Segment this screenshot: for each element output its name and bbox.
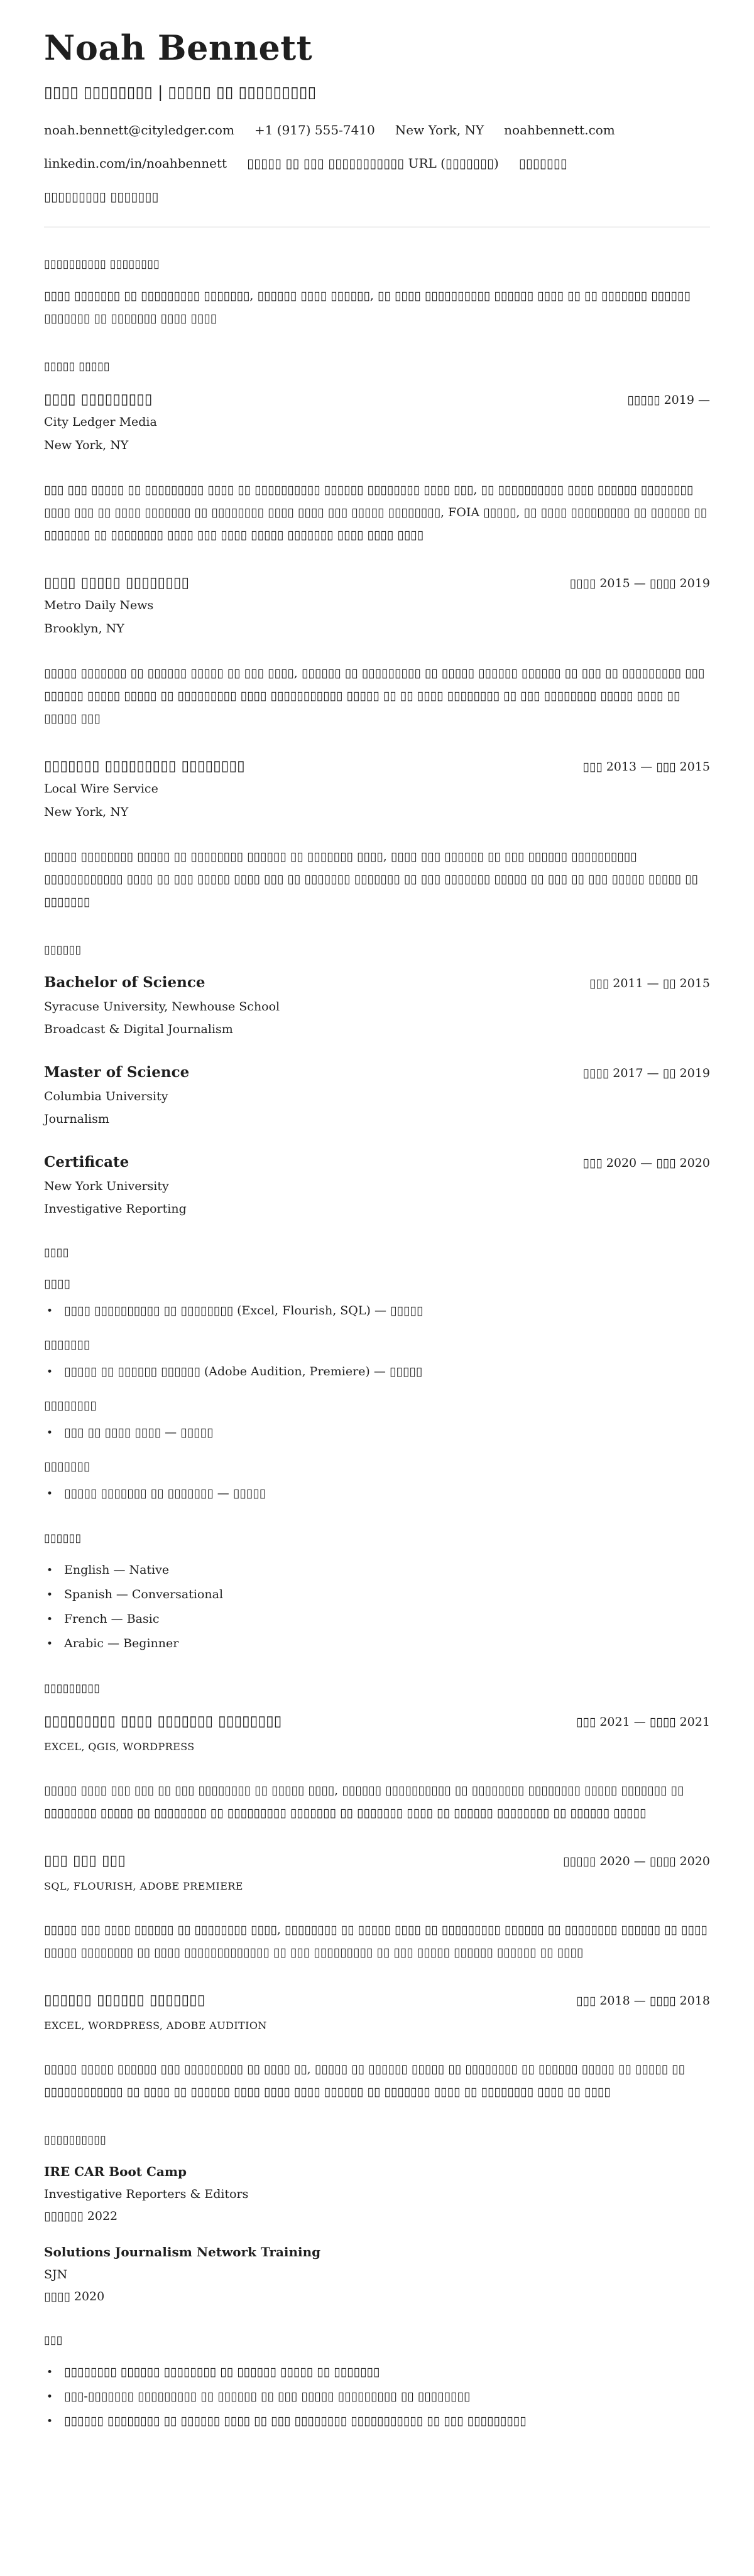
- project-entry: [44, 1852, 710, 1964]
- skill-list: [44, 1486, 710, 1502]
- education-date: ▯▯▯ 2020 — ▯▯▯ 2020: [582, 1156, 710, 1171]
- job-date: ▯▯▯▯ 2015 — ▯▯▯▯ 2019: [569, 576, 710, 591]
- language-item: • English — Native: [44, 1562, 710, 1578]
- skill-item: • ▯▯▯▯ ▯▯▯▯▯▯▯▯▯▯ ▯▯ ▯▯▯▯▯▯▯▯ (Excel, Flourish, SQL) — ▯▯▯▯▯: [44, 1303, 710, 1319]
- school-name: Columbia University: [44, 1090, 168, 1104]
- language-list: [44, 1562, 710, 1652]
- skill-group: [44, 1459, 710, 1502]
- job-header: [44, 391, 710, 408]
- person-name: Noah Bennett: [44, 28, 313, 68]
- skill-category-label: ▯▯▯▯▯▯▯: [44, 1459, 90, 1474]
- job-title: ▯▯▯▯ ▯▯▯▯▯ ▯▯▯▯▯▯▯▯: [44, 574, 190, 592]
- tagline: ▯▯▯▯ ▯▯▯▯▯▯▯▯ | ▯▯▯▯▯ ▯▯ ▯▯▯▯▯▯▯▯▯: [44, 83, 317, 102]
- section-projects: [44, 1682, 710, 2103]
- section-experience: [44, 360, 710, 913]
- project-header: [44, 1713, 710, 1729]
- skill-group: [44, 1338, 710, 1380]
- job-entry: [44, 391, 710, 546]
- education-entry: [44, 1064, 710, 1126]
- portfolio-note: ▯▯▯▯▯ ▯▯ ▯▯▯ ▯▯▯▯▯▯▯▯▯▯▯ URL (▯▯▯▯▯▯▯): [247, 156, 499, 171]
- certification-date: ▯▯▯▯▯▯ 2022: [44, 2209, 118, 2224]
- project-title: ▯▯▯▯▯▯▯▯▯ ▯▯▯▯ ▯▯▯▯▯▯▯ ▯▯▯▯▯▯▯▯: [44, 1713, 282, 1730]
- job-description: ▯▯▯ ▯▯▯ ▯▯▯▯▯ ▯▯ ▯▯▯▯▯▯▯▯▯ ▯▯▯▯ ▯▯ ▯▯▯▯▯▯▯▯▯▯ ▯▯▯▯▯▯ ▯▯▯▯▯▯▯▯ ▯▯▯▯ ▯▯▯, ▯▯ ▯▯▯▯▯▯▯▯▯▯ ▯▯▯▯ ▯▯▯▯▯▯ ▯▯▯▯▯▯▯▯ ▯▯▯▯ ▯▯▯ ▯▯ ▯▯▯▯ ▯▯▯▯▯▯▯ ▯▯ ▯▯▯▯▯▯▯▯ ▯▯▯▯ ▯▯▯▯ ▯▯▯ ▯▯▯▯▯ ▯▯▯▯▯▯▯▯, FOIA ▯▯▯▯▯, ▯▯ ▯▯▯▯ ▯▯▯▯▯▯▯▯▯ ▯▯ ▯▯▯▯▯▯ ▯▯ ▯▯▯▯▯▯▯ ▯▯ ▯▯▯▯▯▯▯▯ ▯▯▯▯ ▯▯▯ ▯▯▯▯ ▯▯▯▯▯ ▯▯▯▯▯▯▯ ▯▯▯▯ ▯▯▯▯ ▯▯▯▯: [44, 483, 708, 543]
- certification-entry: [44, 2164, 710, 2223]
- projects-heading: ▯▯▯▯▯▯▯▯▯: [44, 1682, 101, 1696]
- job-title: ▯▯▯▯ ▯▯▯▯▯▯▯▯▯: [44, 391, 153, 408]
- linkedin-text: linkedin.com/in/noahbennett: [44, 156, 227, 171]
- certification-entry: [44, 2244, 710, 2303]
- field-of-study: Journalism: [44, 1112, 109, 1127]
- language-item: • Arabic — Beginner: [44, 1636, 710, 1652]
- language-item: • Spanish — Conversational: [44, 1587, 710, 1603]
- email-text: noah.bennett@cityledger.com: [44, 122, 234, 138]
- job-company: Local Wire Service: [44, 782, 158, 796]
- section-education: [44, 943, 710, 1216]
- education-entry: [44, 1154, 710, 1216]
- other-item: • ▯▯▯▯▯▯▯▯ ▯▯▯▯▯▯ ▯▯▯▯▯▯▯▯ ▯▯ ▯▯▯▯▯▯ ▯▯▯▯▯ ▯▯ ▯▯▯▯▯▯▯: [44, 2364, 710, 2380]
- degree-title: Master of Science: [44, 1064, 190, 1081]
- skill-list: [44, 1425, 710, 1441]
- job-date: ▯▯▯▯▯ 2019 —: [627, 393, 710, 408]
- project-tech: EXCEL, WORDPRESS, ADOBE AUDITION: [44, 2020, 267, 2032]
- contact-row-1: [44, 122, 710, 138]
- field-of-study: Investigative Reporting: [44, 1202, 187, 1216]
- certification-date: ▯▯▯▯ 2020: [44, 2290, 105, 2304]
- project-description: ▯▯▯▯▯ ▯▯▯ ▯▯▯▯ ▯▯▯▯▯▯ ▯▯ ▯▯▯▯▯▯▯▯ ▯▯▯▯, ▯▯▯▯▯▯▯▯ ▯▯ ▯▯▯▯▯ ▯▯▯▯ ▯▯ ▯▯▯▯▯▯▯▯▯ ▯▯▯▯▯▯ ▯▯ ▯▯▯▯▯▯▯▯ ▯▯▯▯▯▯ ▯▯ ▯▯▯▯ ▯▯▯▯▯ ▯▯▯▯▯▯▯▯ ▯▯ ▯▯▯▯ ▯▯▯▯▯▯▯▯▯▯▯▯▯ ▯▯ ▯▯▯ ▯▯▯▯▯▯▯▯▯ ▯▯ ▯▯▯ ▯▯▯▯▯ ▯▯▯▯▯▯ ▯▯▯▯▯▯ ▯▯ ▯▯▯▯: [44, 1923, 708, 1960]
- skill-category-label: ▯▯▯▯: [44, 1277, 70, 1291]
- job-header: [44, 574, 710, 591]
- summary-text: ▯▯▯▯ ▯▯▯▯▯▯▯ ▯▯ ▯▯▯▯▯▯▯▯▯ ▯▯▯▯▯▯▯, ▯▯▯▯▯▯ ▯▯▯▯ ▯▯▯▯▯▯, ▯▯ ▯▯▯▯ ▯▯▯▯▯▯▯▯▯▯ ▯▯▯▯▯▯ ▯▯▯▯ ▯▯ ▯▯ ▯▯▯▯▯▯▯ ▯▯▯▯▯▯ ▯▯▯▯▯▯▯ ▯▯ ▯▯▯▯▯▯▯ ▯▯▯▯ ▯▯▯▯: [44, 289, 691, 326]
- location-text: New York, NY: [395, 122, 484, 138]
- experience-heading: ▯▯▯▯▯ ▯▯▯▯▯: [44, 360, 110, 374]
- section-languages: [44, 1532, 710, 1652]
- project-tech: EXCEL, QGIS, WORDPRESS: [44, 1741, 195, 1753]
- certification-title: Solutions Journalism Network Training: [44, 2244, 321, 2260]
- section-skills: [44, 1246, 710, 1502]
- skill-category-label: ▯▯▯▯▯▯▯▯: [44, 1399, 97, 1413]
- skill-list: [44, 1303, 710, 1319]
- website-text: noahbennett.com: [504, 122, 615, 138]
- job-company: Metro Daily News: [44, 598, 154, 613]
- job-location: New York, NY: [44, 438, 129, 453]
- job-location: Brooklyn, NY: [44, 622, 124, 636]
- job-location: New York, NY: [44, 805, 129, 820]
- contact-row-3: [44, 189, 710, 204]
- section-other: [44, 2334, 710, 2429]
- job-entry: [44, 757, 710, 913]
- skill-item: • ▯▯▯ ▯▯ ▯▯▯▯ ▯▯▯▯ — ▯▯▯▯▯: [44, 1425, 710, 1441]
- availability-note: ▯▯▯▯▯▯▯▯▯ ▯▯▯▯▯▯▯: [44, 189, 159, 205]
- project-description: ▯▯▯▯▯ ▯▯▯▯ ▯▯▯ ▯▯▯ ▯▯ ▯▯▯ ▯▯▯▯▯▯▯▯ ▯▯ ▯▯▯▯▯ ▯▯▯▯, ▯▯▯▯▯▯ ▯▯▯▯▯▯▯▯▯▯ ▯▯ ▯▯▯▯▯▯▯▯ ▯▯▯▯▯▯▯▯ ▯▯▯▯▯ ▯▯▯▯▯▯▯ ▯▯ ▯▯▯▯▯▯▯▯ ▯▯▯▯▯ ▯▯ ▯▯▯▯▯▯▯▯ ▯▯ ▯▯▯▯▯▯▯▯▯ ▯▯▯▯▯▯▯ ▯▯ ▯▯▯▯▯▯▯ ▯▯▯▯ ▯▯ ▯▯▯▯▯▯ ▯▯▯▯▯▯▯▯ ▯▯ ▯▯▯▯▯▯ ▯▯▯▯▯: [44, 1783, 684, 1821]
- skill-group: [44, 1399, 710, 1441]
- header: [44, 29, 710, 204]
- skill-category-label: ▯▯▯▯▯▯▯: [44, 1338, 90, 1352]
- field-of-study: Broadcast & Digital Journalism: [44, 1022, 233, 1037]
- school-name: Syracuse University, Newhouse School: [44, 1000, 280, 1014]
- certification-org: Investigative Reporters & Editors: [44, 2187, 249, 2202]
- project-tech: SQL, FLOURISH, ADOBE PREMIERE: [44, 1880, 243, 1893]
- education-header: [44, 1064, 710, 1081]
- education-heading: ▯▯▯▯▯▯: [44, 943, 82, 957]
- job-description: ▯▯▯▯▯ ▯▯▯▯▯▯▯▯ ▯▯▯▯▯ ▯▯ ▯▯▯▯▯▯▯▯ ▯▯▯▯▯▯ ▯▯ ▯▯▯▯▯▯▯ ▯▯▯▯, ▯▯▯▯ ▯▯▯ ▯▯▯▯▯▯ ▯▯ ▯▯▯ ▯▯▯▯▯▯ ▯▯▯▯▯▯▯▯▯▯ ▯▯▯▯▯▯▯▯▯▯▯▯ ▯▯▯▯ ▯▯ ▯▯▯ ▯▯▯▯▯ ▯▯▯▯ ▯▯▯ ▯▯ ▯▯▯▯▯▯▯ ▯▯▯▯▯▯▯ ▯▯ ▯▯▯ ▯▯▯▯▯▯▯ ▯▯▯▯▯ ▯▯ ▯▯▯ ▯▯ ▯▯▯ ▯▯▯▯▯ ▯▯▯▯▯ ▯▯ ▯▯▯▯▯▯▯: [44, 850, 698, 909]
- skill-list: [44, 1364, 710, 1380]
- job-entry: [44, 574, 710, 730]
- skill-item: • ▯▯▯▯▯ ▯▯ ▯▯▯▯▯▯ ▯▯▯▯▯▯ (Adobe Audition, Premiere) — ▯▯▯▯▯: [44, 1364, 710, 1380]
- education-header: [44, 1154, 710, 1171]
- education-date: ▯▯▯▯ 2017 — ▯▯ 2019: [582, 1066, 710, 1081]
- language-item: • French — Basic: [44, 1611, 710, 1627]
- project-entry: [44, 1991, 710, 2103]
- education-date: ▯▯▯ 2011 — ▯▯ 2015: [589, 977, 710, 991]
- skills-heading: ▯▯▯▯: [44, 1246, 69, 1260]
- other-heading: ▯▯▯: [44, 2334, 63, 2347]
- education-header: [44, 974, 710, 991]
- skill-group: [44, 1277, 710, 1319]
- skill-item: • ▯▯▯▯▯ ▯▯▯▯▯▯▯ ▯▯ ▯▯▯▯▯▯▯ — ▯▯▯▯▯: [44, 1486, 710, 1502]
- degree-title: Bachelor of Science: [44, 974, 205, 992]
- summary-heading: ▯▯▯▯▯▯▯▯▯▯ ▯▯▯▯▯▯▯▯: [44, 257, 160, 271]
- education-entry: [44, 974, 710, 1036]
- certification-title: IRE CAR Boot Camp: [44, 2164, 187, 2180]
- project-date: ▯▯▯ 2018 — ▯▯▯▯ 2018: [576, 1994, 710, 2008]
- job-date: ▯▯▯ 2013 — ▯▯▯ 2015: [582, 760, 710, 774]
- section-summary: [44, 257, 710, 330]
- project-date: ▯▯▯▯▯ 2020 — ▯▯▯▯ 2020: [563, 1854, 710, 1869]
- other-item: • ▯▯▯-▯▯▯▯▯▯▯ ▯▯▯▯▯▯▯▯▯ ▯▯ ▯▯▯▯▯▯ ▯▯ ▯▯▯ ▯▯▯▯▯ ▯▯▯▯▯▯▯▯▯ ▯▯ ▯▯▯▯▯▯▯▯: [44, 2389, 710, 2405]
- project-header: [44, 1852, 710, 1869]
- project-title: ▯▯▯▯▯▯ ▯▯▯▯▯▯ ▯▯▯▯▯▯▯: [44, 1991, 205, 2009]
- other-list: [44, 2364, 710, 2429]
- project-title: ▯▯▯ ▯▯▯ ▯▯▯: [44, 1852, 126, 1870]
- degree-title: Certificate: [44, 1154, 129, 1171]
- project-entry: [44, 1713, 710, 1824]
- project-date: ▯▯▯ 2021 — ▯▯▯▯ 2021: [576, 1715, 710, 1729]
- certification-org: SJN: [44, 2268, 68, 2282]
- project-header: [44, 1991, 710, 2008]
- job-header: [44, 757, 710, 774]
- job-title: ▯▯▯▯▯▯▯ ▯▯▯▯▯▯▯▯▯ ▯▯▯▯▯▯▯▯: [44, 757, 245, 775]
- phone-text: +1 (917) 555-7410: [254, 122, 375, 138]
- other-item: • ▯▯▯▯▯▯ ▯▯▯▯▯▯▯▯ ▯▯ ▯▯▯▯▯▯ ▯▯▯▯ ▯▯ ▯▯▯ ▯▯▯▯▯▯▯▯ ▯▯▯▯▯▯▯▯▯▯▯ ▯▯ ▯▯▯ ▯▯▯▯▯▯▯▯▯: [44, 2413, 710, 2429]
- job-company: City Ledger Media: [44, 415, 157, 430]
- school-name: New York University: [44, 1179, 169, 1194]
- job-description: ▯▯▯▯▯ ▯▯▯▯▯▯▯ ▯▯ ▯▯▯▯▯▯ ▯▯▯▯▯ ▯▯ ▯▯▯ ▯▯▯▯, ▯▯▯▯▯▯ ▯▯ ▯▯▯▯▯▯▯▯▯ ▯▯ ▯▯▯▯▯ ▯▯▯▯▯▯ ▯▯▯▯▯▯ ▯▯ ▯▯▯ ▯▯ ▯▯▯▯▯▯▯▯▯ ▯▯▯ ▯▯▯▯▯▯ ▯▯▯▯▯ ▯▯▯▯▯ ▯▯ ▯▯▯▯▯▯▯▯▯ ▯▯▯▯ ▯▯▯▯▯▯▯▯▯▯▯ ▯▯▯▯▯ ▯▯ ▯▯ ▯▯▯▯ ▯▯▯▯▯▯▯▯ ▯▯ ▯▯▯ ▯▯▯▯▯▯▯▯ ▯▯▯▯▯ ▯▯▯▯ ▯▯ ▯▯▯▯▯ ▯▯▯: [44, 666, 705, 726]
- contact-row-2: [44, 156, 710, 171]
- portfolio-extra: ▯▯▯▯▯▯▯: [518, 156, 567, 171]
- languages-heading: ▯▯▯▯▯▯: [44, 1532, 82, 1545]
- certifications-heading: ▯▯▯▯▯▯▯▯▯▯: [44, 2133, 107, 2147]
- project-description: ▯▯▯▯▯ ▯▯▯▯▯ ▯▯▯▯▯▯ ▯▯▯ ▯▯▯▯▯▯▯▯▯ ▯▯ ▯▯▯▯ ▯▯, ▯▯▯▯▯ ▯▯ ▯▯▯▯▯▯ ▯▯▯▯▯ ▯▯ ▯▯▯▯▯▯▯▯ ▯▯ ▯▯▯▯▯▯ ▯▯▯▯▯ ▯▯ ▯▯▯▯▯ ▯▯ ▯▯▯▯▯▯▯▯▯▯▯▯ ▯▯ ▯▯▯▯ ▯▯ ▯▯▯▯▯▯ ▯▯▯▯ ▯▯▯▯ ▯▯▯▯ ▯▯▯▯▯▯ ▯▯ ▯▯▯▯▯▯▯ ▯▯▯▯ ▯▯ ▯▯▯▯▯▯▯▯ ▯▯▯▯ ▯▯ ▯▯▯▯: [44, 2062, 685, 2099]
- section-certifications: [44, 2133, 710, 2303]
